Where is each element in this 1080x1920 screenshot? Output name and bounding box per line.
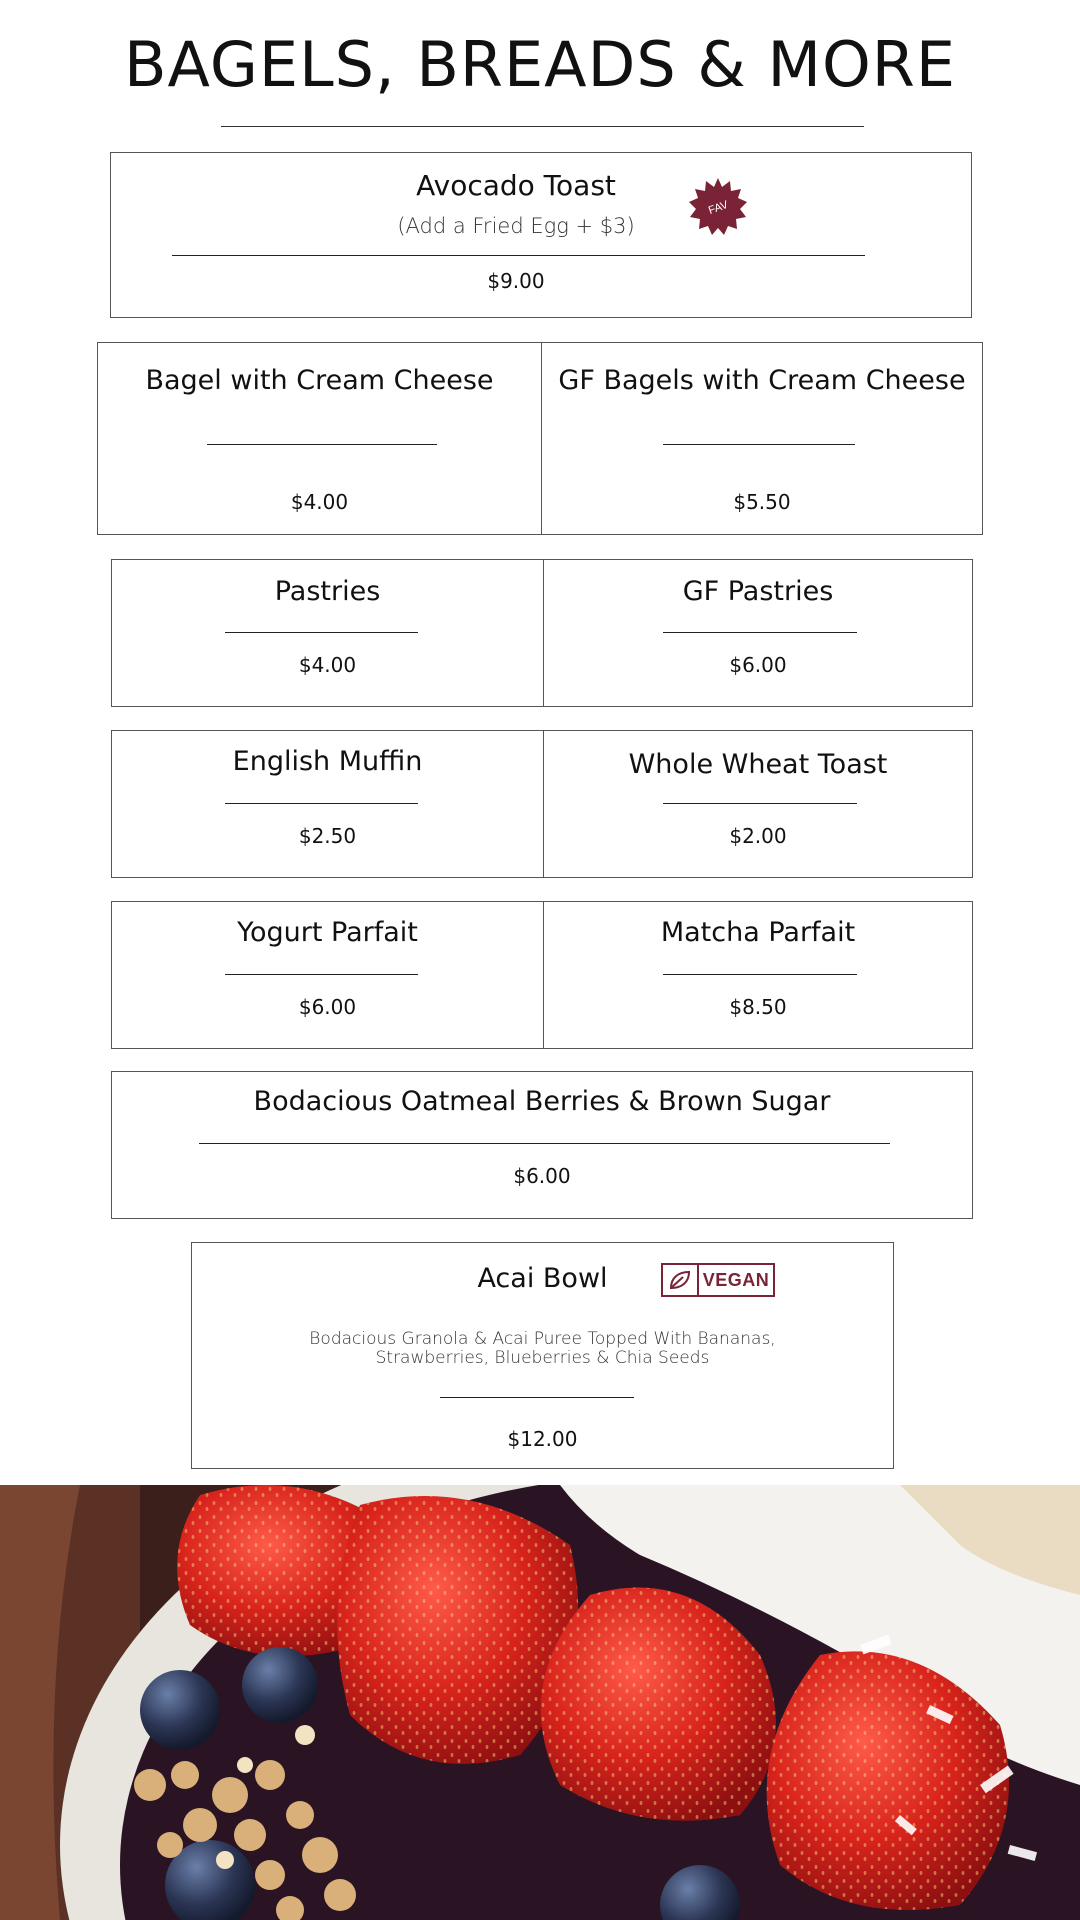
menu-item-pastries (112, 560, 543, 706)
item-name: GF Pastries (682, 576, 834, 607)
menu-item-gf-pastries (543, 560, 972, 706)
item-price: $8.50 (729, 995, 787, 1019)
menu-item-gf-bagels-cream-cheese (541, 343, 982, 534)
item-description-line1: Bodacious Granola & Acai Puree Topped With Bananas, (309, 1329, 776, 1349)
item-divider (207, 444, 437, 445)
item-price: $4.00 (290, 490, 349, 514)
menu-item-whole-wheat-toast (543, 731, 972, 877)
menu-row-bagels (97, 342, 983, 535)
item-price: $2.50 (298, 824, 357, 848)
leaf-icon (663, 1265, 699, 1295)
menu-row-parfaits (111, 901, 973, 1049)
item-divider (225, 632, 418, 633)
item-price: $6.00 (298, 995, 357, 1019)
item-price: $4.00 (298, 653, 357, 677)
item-price: $2.00 (729, 824, 787, 848)
item-price: $6.00 (513, 1164, 571, 1188)
item-divider (663, 803, 857, 804)
menu-item-matcha-parfait (543, 902, 972, 1048)
vegan-badge (661, 1263, 775, 1297)
item-name: Whole Wheat Toast (628, 749, 888, 780)
item-name: English Muffin (232, 746, 423, 777)
item-name: Bagel with Cream Cheese (145, 365, 494, 396)
fav-badge-label: FAV (706, 198, 730, 217)
acai-bowl-photo (0, 1485, 1080, 1920)
item-name: Acai Bowl (477, 1263, 608, 1294)
vegan-badge-label: VEGAN (702, 1269, 770, 1290)
menu-row-pastries (111, 559, 973, 707)
item-name: Pastries (274, 576, 381, 607)
item-price: $9.00 (487, 269, 545, 293)
item-divider (663, 632, 857, 633)
page-title: BAGELS, BREADS & MORE (124, 28, 956, 101)
item-name: Yogurt Parfait (237, 917, 418, 948)
item-divider (440, 1397, 634, 1398)
menu-item-yogurt-parfait (112, 902, 543, 1048)
item-divider (172, 255, 865, 256)
item-price: $5.50 (733, 490, 791, 514)
item-description-line2: Strawberries, Blueberries & Chia Seeds (375, 1348, 710, 1368)
menu-item-oatmeal (111, 1071, 973, 1219)
title-divider (221, 126, 864, 127)
item-price: $12.00 (507, 1427, 578, 1451)
menu-item-acai-bowl (191, 1242, 894, 1469)
menu-row-toast (111, 730, 973, 878)
item-name: Avocado Toast (416, 169, 616, 202)
item-price: $6.00 (729, 653, 787, 677)
item-divider (663, 974, 857, 975)
item-note: (Add a Fried Egg + $3) (397, 214, 635, 238)
item-divider (225, 803, 418, 804)
item-name: Matcha Parfait (660, 917, 856, 948)
item-divider (663, 444, 855, 445)
item-name: Bodacious Oatmeal Berries & Brown Sugar (253, 1086, 831, 1117)
menu-item-avocado-toast (110, 152, 972, 318)
item-name: GF Bagels with Cream Cheese (558, 365, 966, 396)
menu-item-bagel-cream-cheese (98, 343, 541, 534)
item-divider (225, 974, 418, 975)
menu-item-english-muffin (112, 731, 543, 877)
item-divider (199, 1143, 890, 1144)
fav-badge-icon (689, 178, 747, 236)
